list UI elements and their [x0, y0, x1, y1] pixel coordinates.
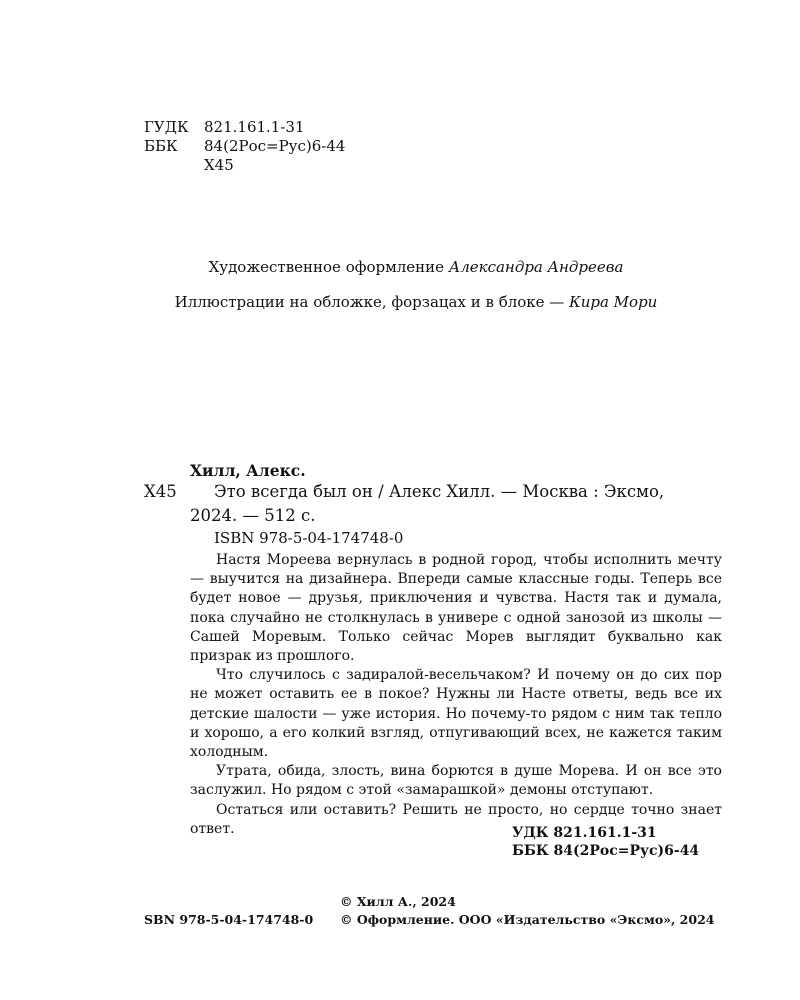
copyright-author: © Хилл А., 2024 [340, 894, 456, 909]
copyright-design: © Оформление. ООО «Издательство «Эксмо», 2024 [340, 912, 715, 927]
udk-value: 821.161.1-31 [204, 118, 305, 136]
udk-label: ГУДК [144, 118, 189, 136]
bbk-label: ББК [144, 137, 178, 155]
record-author: Хилл, Алекс. [190, 461, 306, 480]
record-title: Это всегда был он / Алекс Хилл. — Москва : Эксмо, [214, 482, 665, 501]
illustration-credit-prefix: Иллюстрации на обложке, форзацах и в блоке — [174, 293, 565, 311]
bbk-bottom: ББК 84(2Рос=Рус)6-44 [512, 843, 700, 859]
annotation-paragraph: Настя Мореева вернулась в родной город, чтобы исполнить мечту — выучится на дизайнера. Впереди самые классные годы. Теперь все будет новое — друзья, приключения и чувства. Настя так и думала, пока случайно не столкнулась в универе с одной занозой из школы — Сашей Моревым. Только сейчас Морев выглядит буквально как призрак из прошлого. [190, 552, 722, 665]
record-isbn: ISBN 978-5-04-174748-0 [214, 529, 404, 547]
design-credit-name: Александра Андреева [448, 258, 624, 276]
bbk-value: 84(2Рос=Рус)6-44 [204, 137, 346, 155]
udk-bottom: УДК 821.161.1-31 [512, 825, 657, 841]
annotation-paragraph: Утрата, обида, злость, вина борются в душе Морева. И он все это заслужил. Но рядом с этой «замарашкой» демоны отступают. [190, 763, 722, 799]
design-credit [0, 257, 800, 277]
annotation-paragraph: Что случилось с задиралой-весельчаком? И почему он до сих пор не может оставить ее в покое? Нужны ли Насте ответы, ведь все их детские шалости — уже история. Но почему-то рядом с ним так тепло и хорошо, а его колкий взгляд, отпугивающий всех, не кажется таким холодным. [190, 667, 722, 761]
author-mark: Х45 [204, 156, 234, 174]
illustration-credit [0, 292, 800, 312]
illustration-credit-name: Кира Мори [569, 293, 658, 311]
record-mark: Х45 [144, 482, 177, 501]
record-year-pages: 2024. — 512 с. [190, 506, 316, 525]
annotation [190, 551, 722, 839]
footer-isbn: SBN 978-5-04-174748-0 [144, 912, 314, 927]
annotation-paragraph: Остаться или оставить? Решить не просто, но сердце точно знает ответ. [190, 801, 722, 837]
design-credit-prefix: Художественное оформление [208, 258, 445, 276]
